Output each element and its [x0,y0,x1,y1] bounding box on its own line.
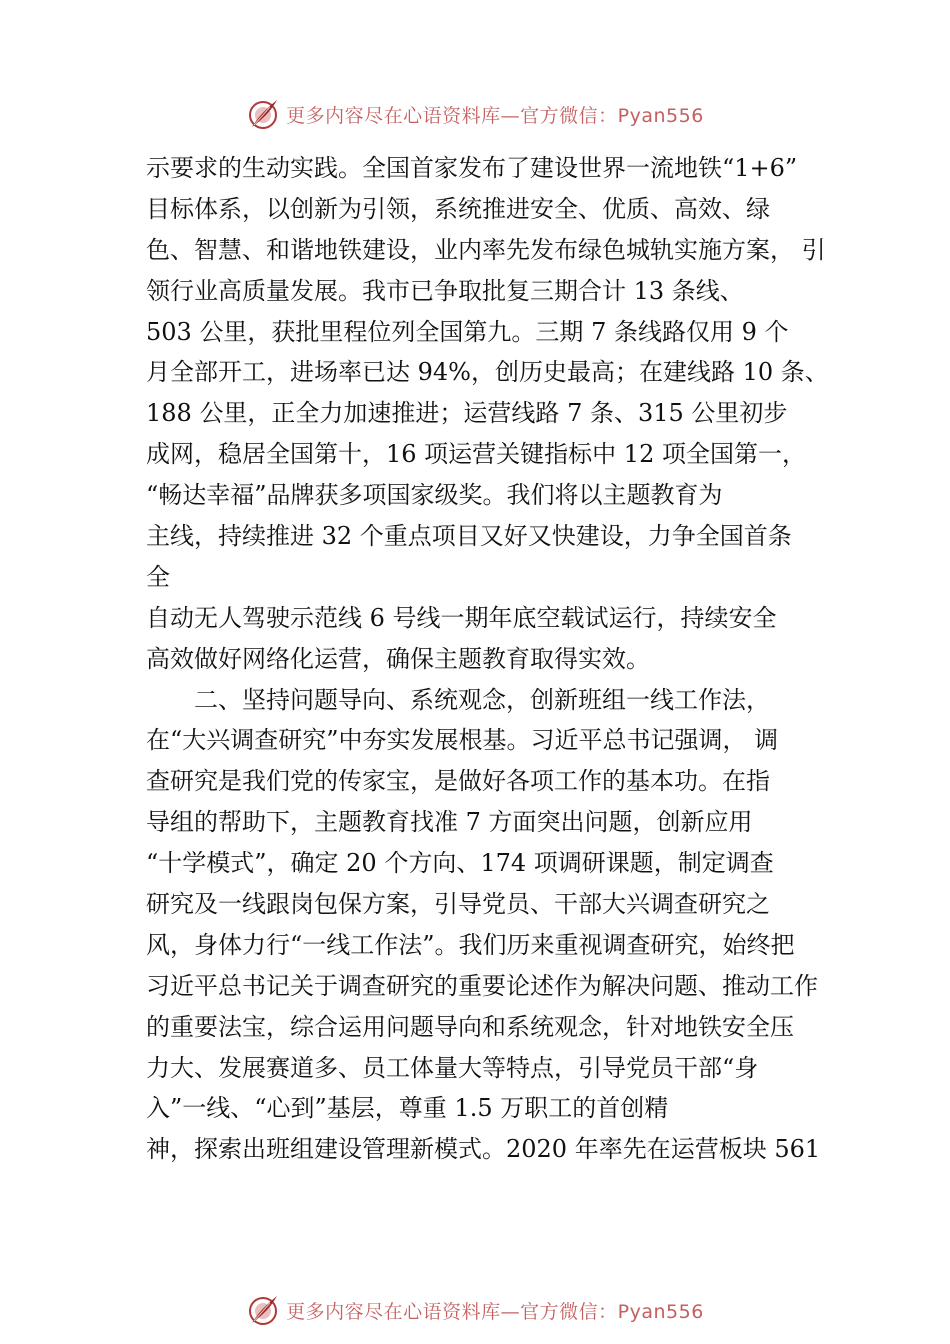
quill-seal-icon [246,97,280,131]
body-line: 的重要法宝，综合运用问题导向和系统观念，针对地铁安全压 [146,1012,794,1041]
body-line: 二、坚持问题导向、系统观念，创新班组一线工作法， [146,685,770,714]
footer-brand-text: 更多内容尽在心语资料库—官方微信： [286,1300,618,1323]
body-line: 月全部开工，进场率已达 94%，创历史最高；在建线路 10 条、 [146,358,829,387]
body-line: 色、智慧、和谐地铁建设，业内率先发布绿色城轨实施方案， 引 [146,235,826,264]
body-line: 研究及一线跟岗包保方案，引导党员、干部大兴调查研究之 [146,890,770,919]
body-line: 全 [146,562,170,591]
body-line: 目标体系，以创新为引领，系统推进安全、优质、高效、绿 [146,194,770,223]
body-line: 导组的帮助下，主题教育找准 7 方面突出问题，创新应用 [146,808,753,837]
footer-brand-line [286,1297,704,1324]
body-line: 力大、发展赛道多、员工体量大等特点，引导党员干部“身 [146,1053,759,1082]
body-line: 自动无人驾驶示范线 6 号线一期年底空载试运行，持续安全 [146,603,777,632]
body-line: 示要求的生动实践。全国首家发布了建设世界一流地铁“1+6” [146,154,798,182]
body-line: 成网，稳居全国第十，16 项运营关键指标中 12 项全国第一， [146,440,806,469]
document-body [146,148,836,1170]
footer-banner [0,1290,950,1330]
body-line: 习近平总书记关于调查研究的重要论述作为解决问题、推动工作 [146,971,818,1000]
body-line: “畅达幸福”品牌获多项国家级奖。我们将以主题教育为 [146,481,723,510]
body-line: 风，身体力行“一线工作法”。我们历来重视调查研究，始终把 [146,930,795,959]
body-line: 在“大兴调查研究”中夯实发展根基。习近平总书记强调， 调 [146,726,779,755]
header-brand-line [286,101,704,128]
footer-wechat-id: Pyan556 [617,1300,704,1323]
quill-seal-icon [246,1293,280,1327]
body-line: 神，探索出班组建设管理新模式。2020 年率先在运营板块 561 [146,1135,821,1164]
header-banner [0,94,950,134]
body-line: “十学模式”，确定 20 个方向、174 项调研课题，制定调查 [146,849,774,878]
body-line: 主线，持续推进 32 个重点项目又好又快建设，力争全国首条 [146,522,792,551]
body-line: 领行业高质量发展。我市已争取批复三期合计 13 条线、 [146,276,744,305]
body-line: 入”一线、“心到”基层，尊重 1.5 万职工的首创精 [146,1094,669,1123]
body-line: 503 公里，获批里程位列全国第九。三期 7 条线路仅用 9 个 [146,317,789,346]
header-wechat-id: Pyan556 [617,104,704,127]
body-line: 188 公里，正全力加速推进；运营线路 7 条、315 公里初步 [146,399,788,428]
header-brand-text: 更多内容尽在心语资料库—官方微信： [286,104,618,127]
body-line: 查研究是我们党的传家宝，是做好各项工作的基本功。在指 [146,767,770,796]
body-line: 高效做好网络化运营，确保主题教育取得实效。 [146,644,650,673]
